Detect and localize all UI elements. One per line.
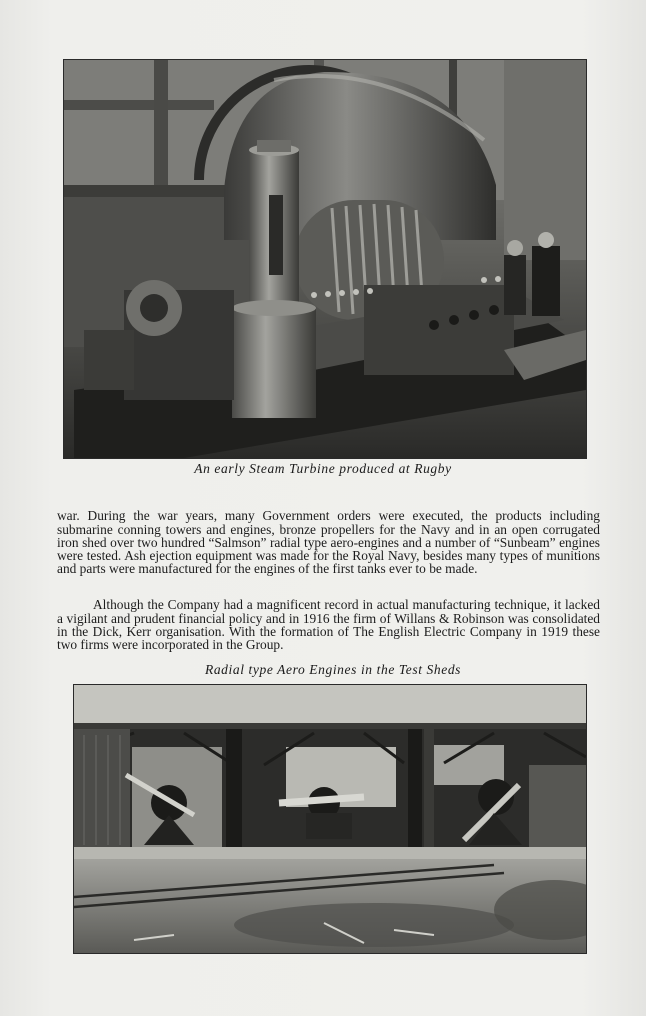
body-paragraph-1: war. During the war years, many Government orders were executed, the products including submarine conning towers and engines, bronze propellers for the Navy and in an open corrugated iron shed over two hundred “Salmson” radial type aero-engines and a number of “Sunbeam” engines were tested. Ash ejection equipment was made for the Royal Navy, besides many types of munitions and parts were manufactured for the engines of the first tanks ever to be made.	[57, 508, 600, 577]
steam-turbine-image	[64, 60, 586, 458]
aero-engine-test-shed-photo	[74, 685, 586, 953]
aero-engine-shed-image	[74, 685, 586, 953]
steam-turbine-photo	[64, 60, 586, 458]
body-paragraph-2: Although the Company had a magnificent record in actual manufacturing technique, it lacked a vigilant and prudent financial policy and in 1916 the firm of Willans & Robinson was consolidated in the Dick, Kerr organisation. With the formation of The English Electric Company in 1919 these two firms were incorporated in the Group.	[57, 597, 600, 652]
top-figure-caption: An early Steam Turbine produced at Rugby	[194, 461, 452, 476]
bottom-figure-caption: Radial type Aero Engines in the Test Sheds	[204, 662, 462, 677]
